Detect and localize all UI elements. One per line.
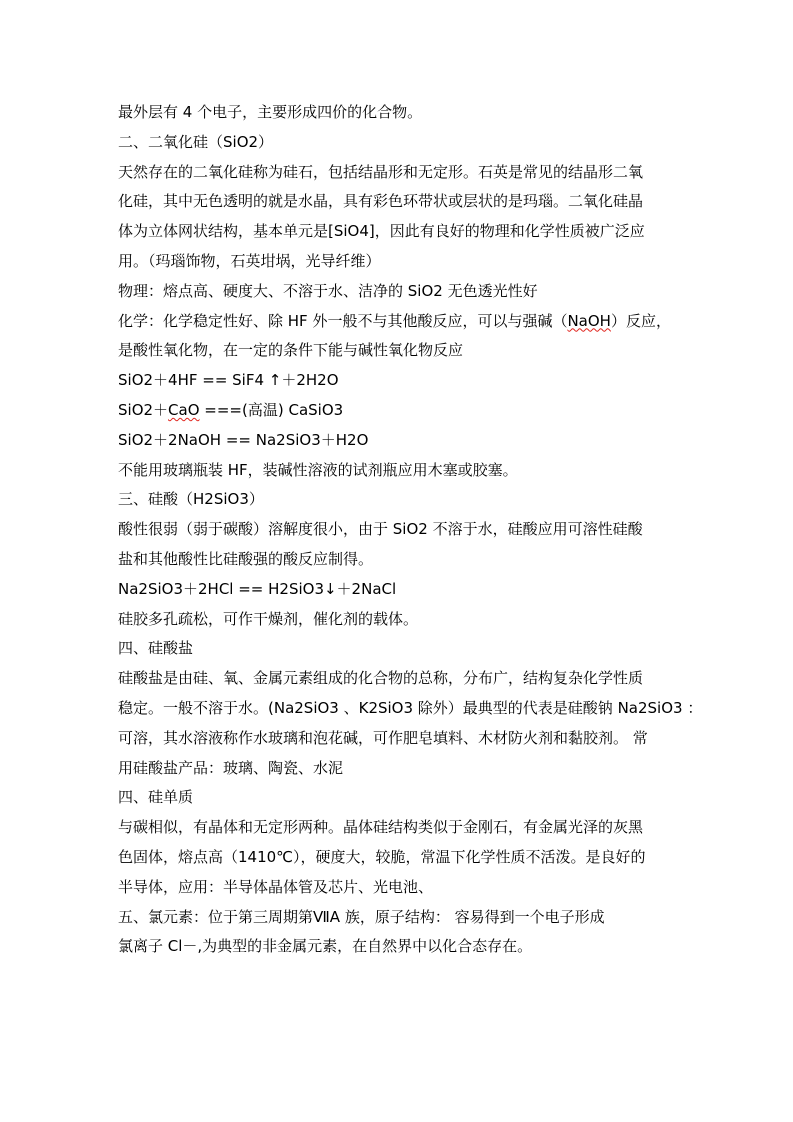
equation-sio2-cao <box>118 396 678 426</box>
text-line-18: 硅胶多孔疏松，可作干燥剂，催化剂的载体。 <box>118 609 419 628</box>
equation-cao-part-1: SiO2＋ <box>118 400 169 419</box>
text-line-22: 可溶，其水溶液称作水玻璃和泡花碱，可作肥皂填料、木材防火剂和黏胶剂。 常 <box>118 728 648 747</box>
text-line-6: 用。（玛瑙饰物，石英坩埚，光导纤维） <box>118 251 381 270</box>
text-line-21: 稳定。一般不溶于水。(Na2SiO3 、K2SiO3 除外）最典型的代表是硅酸钠 Na2SiO3 ： <box>118 698 703 717</box>
text-line-physical: 物理：熔点高、硬度大、不溶于水、洁净的 SiO2 无色透光性好 <box>118 281 538 300</box>
text-line-5: 体为立体网状结构，基本单元是[SiO4]，因此有良好的物理和化学性质被广泛应 <box>118 222 645 241</box>
section-heading-chlorine: 五、氯元素：位于第三周期第ⅦA 族，原子结构： 容易得到一个电子形成 <box>118 907 605 926</box>
spellcheck-cao: CaO <box>168 400 200 419</box>
section-heading-silicates: 四、硅酸盐 <box>118 639 194 658</box>
text-line-13: 不能用玻璃瓶装 HF，装碱性溶液的试剂瓶应用木塞或胶塞。 <box>118 460 518 479</box>
text-line-27: 半导体，应用：半导体晶体管及芯片、光电池、 <box>118 877 434 896</box>
text-line-16: 盐和其他酸性比硅酸强的酸反应制得。 <box>118 549 374 568</box>
chemical-text-part-3: ）反应， <box>610 311 671 330</box>
text-line-20: 硅酸盐是由硅、氧、金属元素组成的化合物的总称，分布广，结构复杂化学性质 <box>118 669 644 688</box>
section-heading-silicon-dioxide: 二、二氧化硅（SiO2） <box>118 132 274 151</box>
text-line-chemical <box>118 307 678 337</box>
equation-cao-part-3: ===(高温) CaSiO3 <box>199 400 344 419</box>
section-heading-silicon: 四、硅单质 <box>118 788 194 807</box>
document-body <box>118 98 703 962</box>
text-line-1: 最外层有 4 个电子，主要形成四价的化合物。 <box>118 103 423 121</box>
text-line-3: 天然存在的二氧化硅称为硅石，包括结晶形和无定形。石英是常见的结晶形二氧 <box>118 162 644 181</box>
section-heading-silicic-acid: 三、硅酸（H2SiO3） <box>118 490 264 509</box>
equation-sio2-hf: SiO2＋4HF == SiF4 ↑＋2H2O <box>118 371 339 390</box>
chemical-text-part-1: 化学：化学稳定性好、除 HF 外一般不与其他酸反应，可以与强碱（ <box>118 311 568 330</box>
equation-sio2-naoh: SiO2＋2NaOH == Na2SiO3＋H2O <box>118 430 369 449</box>
text-line-25: 与碳相似，有晶体和无定形两种。晶体硅结构类似于金刚石，有金属光泽的灰黑 <box>118 818 644 837</box>
text-line-29: 氯离子 Cl－,为典型的非金属元素，在自然界中以化合态存在。 <box>118 937 533 956</box>
text-line-23: 用硅酸盐产品：玻璃、陶瓷、水泥 <box>118 758 344 777</box>
text-line-4: 化硅，其中无色透明的就是水晶，具有彩色环带状或层状的是玛瑙。二氧化硅晶 <box>118 192 644 211</box>
spellcheck-naoh: NaOH <box>567 311 611 330</box>
equation-na2sio3-hcl: Na2SiO3＋2HCl == H2SiO3↓＋2NaCl <box>118 579 397 598</box>
text-line-15: 酸性很弱（弱于碳酸）溶解度很小，由于 SiO2 不溶于水，硅酸应用可溶性硅酸 <box>118 520 643 539</box>
text-line-26: 色固体，熔点高（1410℃），硬度大，较脆，常温下化学性质不活泼。是良好的 <box>118 847 646 866</box>
text-line-9: 是酸性氧化物，在一定的条件下能与碱性氧化物反应 <box>118 341 464 360</box>
